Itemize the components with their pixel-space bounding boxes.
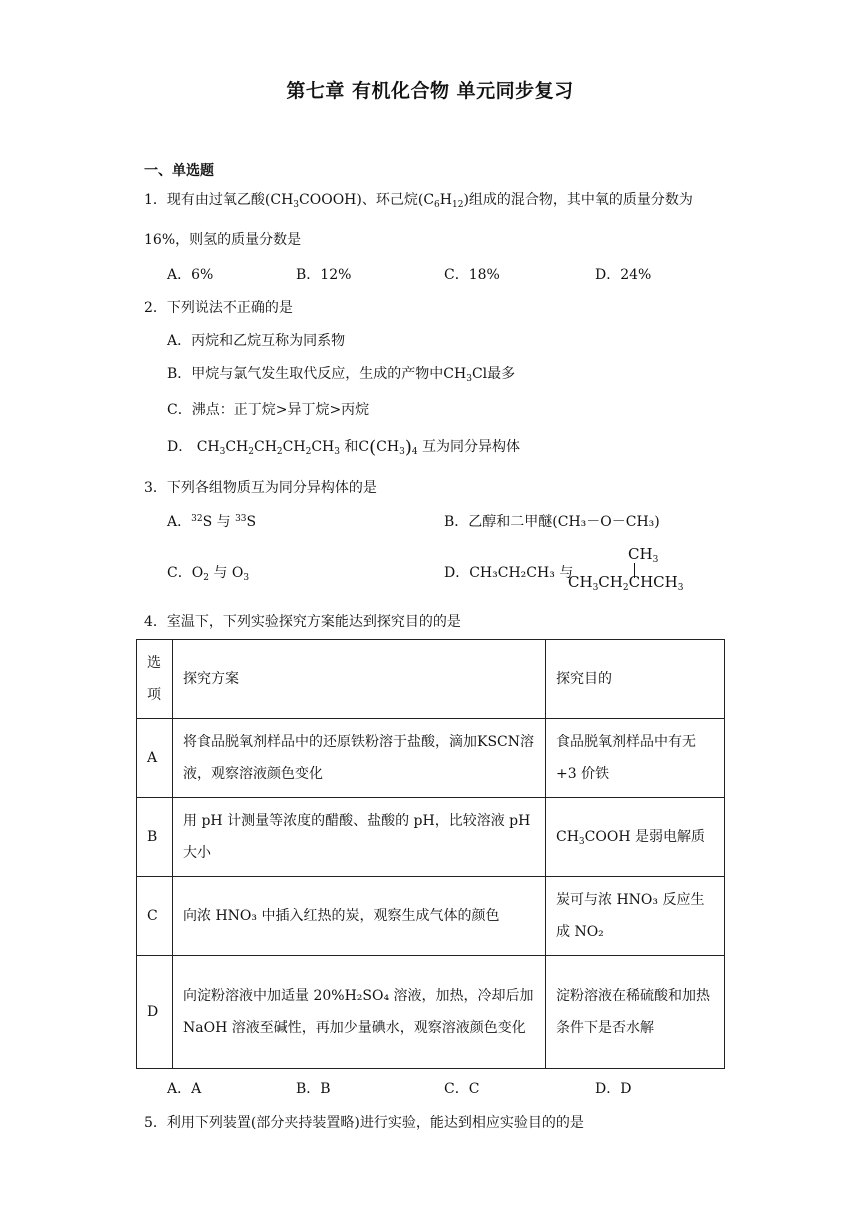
structural-formula: $CH_3$ $CH_3CH_2CHCH_3$ xyxy=(568,545,684,593)
page-title: 第七章 有机化合物 单元同步复习 xyxy=(286,80,574,102)
q1-option-b: B．12% xyxy=(296,267,352,283)
table-cell-plan: 用 pH 计测量等浓度的醋酸、盐酸的 pH，比较溶液 pH 大小 xyxy=(173,798,546,877)
q3-option-a: A．$^{32}$S 与 $^{33}$S xyxy=(167,514,257,530)
table-cell-goal: 炭可与浓 HNO₃ 反应生成 NO₂ xyxy=(546,877,725,956)
q1-stem-line2: 16%，则氢的质量分数是 xyxy=(144,232,302,248)
q1-option-c: C．18% xyxy=(444,267,500,283)
q2-option-a: A．丙烷和乙烷互称为同系物 xyxy=(167,333,346,349)
q3-stem: 3．下列各组物质互为同分异构体的是 xyxy=(144,480,377,496)
q1-option-a: A．6% xyxy=(167,267,214,283)
section-heading: 一、单选题 xyxy=(144,163,214,179)
q2-stem: 2．下列说法不正确的是 xyxy=(144,300,293,316)
table-cell-option: A xyxy=(137,719,173,798)
table-cell-plan: 向浓 HNO₃ 中插入红热的炭，观察生成气体的颜色 xyxy=(173,877,546,956)
experiment-table xyxy=(136,639,725,1069)
q2-option-c: C．沸点：正丁烷>异丁烷>丙烷 xyxy=(167,402,370,418)
table-header-row xyxy=(137,640,725,719)
q4-option-b: B．B xyxy=(296,1081,331,1097)
table-row xyxy=(137,877,725,956)
table-row xyxy=(137,798,725,877)
q5-stem: 5．利用下列装置(部分夹持装置略)进行实验，能达到相应实验目的的是 xyxy=(144,1115,584,1131)
table-row xyxy=(137,719,725,798)
q1-stem-line1: 1．现有由过氧乙酸$(CH_3COOOH)$、环己烷$(C_6H_{12})$组成的混合物，其中氧的质量分数为 xyxy=(144,192,693,210)
table-cell-option: D xyxy=(137,956,173,1069)
table-cell-goal: 食品脱氧剂样品中有无+3 价铁 xyxy=(546,719,725,798)
q3-option-d: D．CH₃CH₂CH₃ 与 xyxy=(444,565,574,581)
q3-option-b: B．乙醇和二甲醚(CH₃－O－CH₃) xyxy=(444,514,660,530)
table-header-cell: 选 项 xyxy=(137,640,173,719)
table-cell-option: B xyxy=(137,798,173,877)
q2-option-d: D． $CH_3CH_2CH_2CH_2CH_3$ 和$C(CH_3)_4$ 互为同分异构体 xyxy=(167,437,521,458)
q4-option-c: C．C xyxy=(444,1081,480,1097)
table-cell-goal: $CH_3COOH$ 是弱电解质 xyxy=(546,798,725,877)
q3-option-c: C．$O_2$ 与 $O_3$ xyxy=(167,565,250,583)
table-cell-goal: 淀粉溶液在稀硫酸和加热条件下是否水解 xyxy=(546,956,725,1069)
q4-option-a: A．A xyxy=(167,1081,202,1097)
q2-option-b: B．甲烷与氯气发生取代反应，生成的产物中$CH_3Cl$最多 xyxy=(167,366,516,384)
table-cell-plan: 向淀粉溶液中加适量 20%H₂SO₄ 溶液，加热，冷却后加 NaOH 溶液至碱性，再加少量碘水，观察溶液颜色变化 xyxy=(173,956,546,1069)
table-header-cell: 探究目的 xyxy=(546,640,725,719)
table-row xyxy=(137,956,725,1069)
table-header-cell: 探究方案 xyxy=(173,640,546,719)
table-cell-plan: 将食品脱氧剂样品中的还原铁粉溶于盐酸，滴加KSCN溶液，观察溶液颜色变化 xyxy=(173,719,546,798)
q1-option-d: D．24% xyxy=(595,267,652,283)
q4-option-d: D．D xyxy=(595,1081,632,1097)
table-cell-option: C xyxy=(137,877,173,956)
q4-stem: 4．室温下，下列实验探究方案能达到探究目的的是 xyxy=(144,614,461,630)
